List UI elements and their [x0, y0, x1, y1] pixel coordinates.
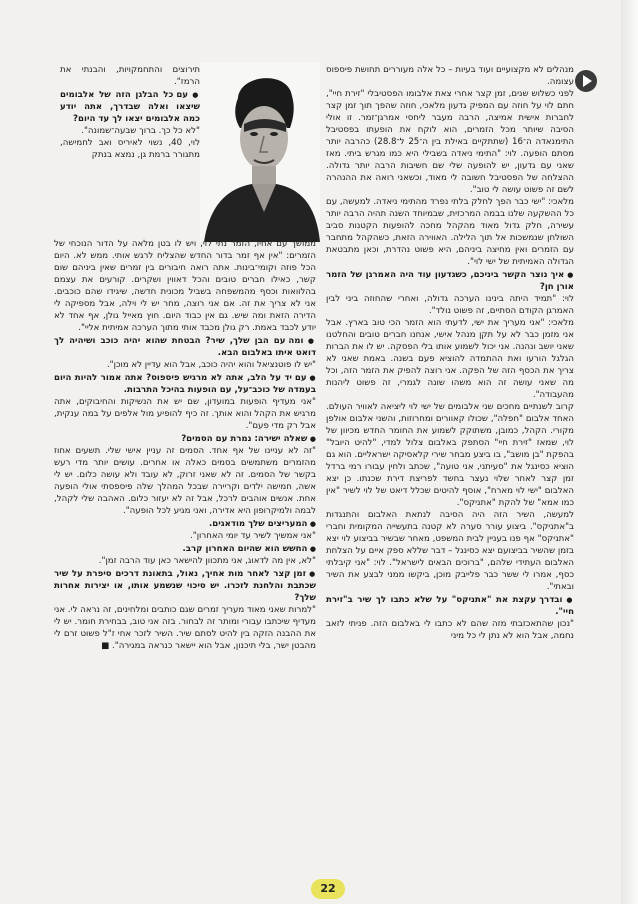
interview-question: ● שאלה ישירה: נמרת עם הסמים?: [54, 433, 316, 445]
article-paragraph: "לא, אין מה לדאוג, אני מתכוון להישאר כאן עוד הרבה זמן".: [98, 556, 316, 566]
article-paragraph: "למרות שאני מאוד מעריך זמרים שגם כותבים ומלחינים, זה נראה לי. אני מעדיף שיכתבו עבורי ומותר זה לבחור. בזה אני טוב, בבחירת חומר. יש לי את ההבנה הזקה בין להיט לסתם שיר. השיר לזכר אחי ז"ל פשוט זרם לי מהבטן ישר, בלי תיכנון, אבל הוא יישאר כנראה במגירה". ■: [54, 605, 316, 651]
article-paragraph: "אני אמשיך לשיר עד יומי האחרון".: [190, 531, 316, 541]
article-paragraph: ממושך עם אחיו, הזמר נתי לוי, ויש לו בטן מלאה על הדור הנוכחי של הזמרים: "אין אף זמר בדור החדש שהצליח לרגש אותי. ממש לא. היום הכל פוזה וקומי־בינות. אתה רואה חיבורים בין זמרים שאין ביניהם שום קשר, כאילו חברים טובים והכל דאווין ושקרים. קורעים את עצמם בהלוואות וכסף מהמשפחה בשביל מכונית חדשה, שיגידו שהם כוכבים. אני לא צריך את זה. אם אני רוצה, מחר יש לי וילה, אבל מספיקה לי הדירה הזאת ומה שיש. גם אין כבוד היום. חוץ מאייל גולן, אף אחד לא יודע לכבד באמת. רק גולן מכבד אותי מתוך הערכה אמיתית אליי".: [54, 239, 316, 333]
article-paragraph: "אני מעדיף הופעות במועדון, שם יש את הנשיקות והחיבוקים, אתה מרגיש את הקהל והוא אותך. זה כיף להופיע מול אלפים על במה ענקית, אבל רק מדי פעם".: [54, 397, 316, 431]
article-paragraph: "זה לא עניינו של אף אחד. הסמים זה עניין אישי שלי. תשעים אחוז מהזמרים משתמשים בסמים כאלה או אחרים. עושים יותר מדי רעש בקשר של הסמים. זה לא שאני זרוק, לא עובד ולא עושה כלום. יש לי אשה, חמישה ילדים וקריירה שבכל המהלך שלה פיספסתי אולי הופעה אחת. אנשים אוהבים לרכל, אבל זה לא יעזור כלום. האהבה שלי לקהל, לבמה ולמיקרופון היא אדירה, ואני מגיע לכל הופעה".: [54, 446, 316, 516]
article-paragraph: "יש לו פוטנציאל והוא יהיה כוכב, אבל הוא עדיין לא מוכן".: [106, 360, 316, 370]
article-paragraph: לוי, 40, נשוי לאיריס ואב לחמישה, מתגורר ברמת גן, נמצא בנתק: [60, 138, 200, 160]
singer-photo: [200, 62, 320, 242]
portrait-illustration: [200, 62, 320, 242]
article-paragraph: קרוב לשנתיים מחכים שני אלבומים של ישי לוי ליציאה לאוויר העולם. האחד אלבום "חפלה", שכולו קאוורים ומחרוזות, והשני אלבום אולפן מקורי. הקהל, כמובן, משתוקק לשמוע את החומר החדש מכיוון של לוי, שמאז "זירת חיי" הסתפק באלבום צלול למדי, "להיט היובל" בהפקת "בן מושב", בו ביצע מבחר שירי קלאסיקה ישראליים. הוא גם הוציא כסינגל את "סעיתני, אני טועה", שכתב ולחין עבורו רמי ברדל זמן קצר לאחר שלוי נעצר בחשד לפריצת דירת שכנתו. כן יצא האלבום "ישי לוי מארח", אוסף להיטים שכלל דיאט של לוי לשיר "אין כמו אמא" של להקת "אתניקס".: [326, 402, 574, 508]
article-paragraph: מלאכי: "ישי כבר הפך לחלק בלתי נפרד מהתימי ניאדה. למעשה, עם כל ההשקעה שלנו בבמה המרכזית, שבמיוחד השנה תהיה הרבה יותר עשירה, חלק גדול מאוד מהקהל מחכה להופעות הקטנות סביב השולחן שנמשכות אל תוך הלילה. האווירה הזאת, כשהקהל מתחבר עם הזמרים ואין מחיצה ביניהם, היא פשוט נהדרת, וכאן מתבטאת הגדולה האמיתית של ישי לוי".: [326, 197, 574, 267]
page-fold-shadow: [621, 0, 638, 904]
play-arrow-icon: [575, 70, 597, 92]
article-paragraph: "לא כל כך. ברוך שבעה־שמונה".: [81, 126, 200, 136]
interview-question: ● ובדרך עקצת את "אתניקס" על שלא כתבו לך שיר ב"זירת חיי".: [326, 594, 574, 618]
article-column-right: [326, 64, 574, 642]
page-number: 22: [311, 879, 345, 899]
article-paragraph: לפני כשלוש שנים, זמן קצר אחרי צאת אלבומו הפסטיבלי "זירת חיי", חתם לוי על חוזה עם המפיק גדעון מלאכי, חוזה שהפך תוך זמן קצר לחברות אישית אמיצה, הרבה מעבר ליחסי אמרגן־זמר. זו אולי הסיבה שיותר מכל הזמרים, הוא לוקח את הופעתו בפסטיבל התימנאדה ה־16 (שתתקיים באילת בין ה־25 ל־28.8) כהרבה יותר מסתם הופעה. לוי: "התימי ניאדה בשבילי היא כמו מגרש ביתי. מאז שאני עם גדעון, יש להופעה שלי שם חשיבות הרבה יותר גדולה. ההצלחה של הפסטיבל חשובה לי מאוד, וכשאני רואה את ההנהרה לשם זה פשוט עושה לי טוב".: [326, 89, 575, 195]
interview-question: ● זמן קצר לאחר מות אחיך, נאול, בתאונת דרכים סיפרת על שיר שכתבת והלחנת לזכרו. יש סיכוי שנשמע אותו, או יצירות אחרות שלך?: [54, 568, 316, 604]
article-paragraph: לוי: "תמיד היתה בינינו הערכה גדולה, ואחרי שהחוזה ביני לבין האמרגן הקודם הסתיים, זה פשוט נולד".: [326, 294, 574, 316]
article-column-left-top: [60, 64, 200, 161]
interview-question: ● החשש הוא שהיום האחרון קרב.: [54, 543, 316, 555]
interview-question: ● עם כל הבלגן הזה של אלבומים שיצאו ואלה שבדרך, אתה יודע כמה אלבומים יצאו לך עד היום?: [60, 89, 200, 125]
interview-question: ● איך נוצר הקשר ביניכם, כשגדעון עוד היה האמרגן של הזמר אורן חן?: [326, 269, 574, 293]
interview-question: ● המעריצים שלך מודאגים.: [54, 518, 316, 530]
article-paragraph: תירוצים והתחמקויות, והבנתי את הרמז".: [60, 65, 200, 87]
article-paragraph: "נכון שהתאכזבתי מזה שהם לא כתבו לי באלבום הזה. פניתי לזאב נחמה, אבל הוא לא נתן לי כל מיני: [326, 619, 574, 641]
article-paragraph: מנהלים לא מקצועיים ועוד בעיות – כל אלה מעוררים תחושת פיספוס עצומה.: [326, 65, 574, 87]
interview-question: ● ומה עם הבן שלך, שיר? הבטחת שהוא יהיה כוכב ושיהיה לך דואט איתו באלבום הבא.: [54, 335, 316, 359]
article-paragraph: מלאכי: "אני מעריך את ישי, לדעתי הוא הזמר הכי טוב בארץ. אבל אני מזמן כבר לא על תקן מנהל אישי, אנחנו חברים טובים והחלטנו שאני יושב ונהנה. אני יכול לשמוע אותו בלי הפסקה. יש לו את הברות הגלגל הורעו ואת ההתמדה להוציא פעם בשנה. באמת שאני לא צריך את הכסף הזה של הפקה. אני רוצה להפיק את הזמר הזה, וכל מה שאני עושה זה הוא משהו שונה לגמרי, זה פשוט ליהנות מהעבודה".: [326, 318, 574, 400]
interview-question: ● עם יד על הלב, אתה לא מרגיש פיספוס? אתה אמור להיות היום בעמדה של כוכב־על, עם הופעות בהיכל התרבות.: [54, 372, 316, 396]
article-paragraph: למעשה, השיר הזה היה הסיבה לנתאת האלבום והתנגדות ב"אתניקס". ביצוע עורר סערה לא קטנה בתעשייה המקומית וחברי "אתניקס" אף פנו בעניין לבית המשפט, מאחר שבשיר בביצוע לוי יצא בזמן שהשיר בביצועם יצא כסינגל – דבר שללא ספק איים על הצלחת האלבום העתידי שלהם, "ברוכים הבאים לישראל". לוי: "אני קיבלתי כסף, אמרו לי ששר כבר פלייבק מוכן, ביקשו ממני לבצע את השיר ובאתי".: [326, 510, 574, 592]
article-column-left: [54, 238, 316, 652]
